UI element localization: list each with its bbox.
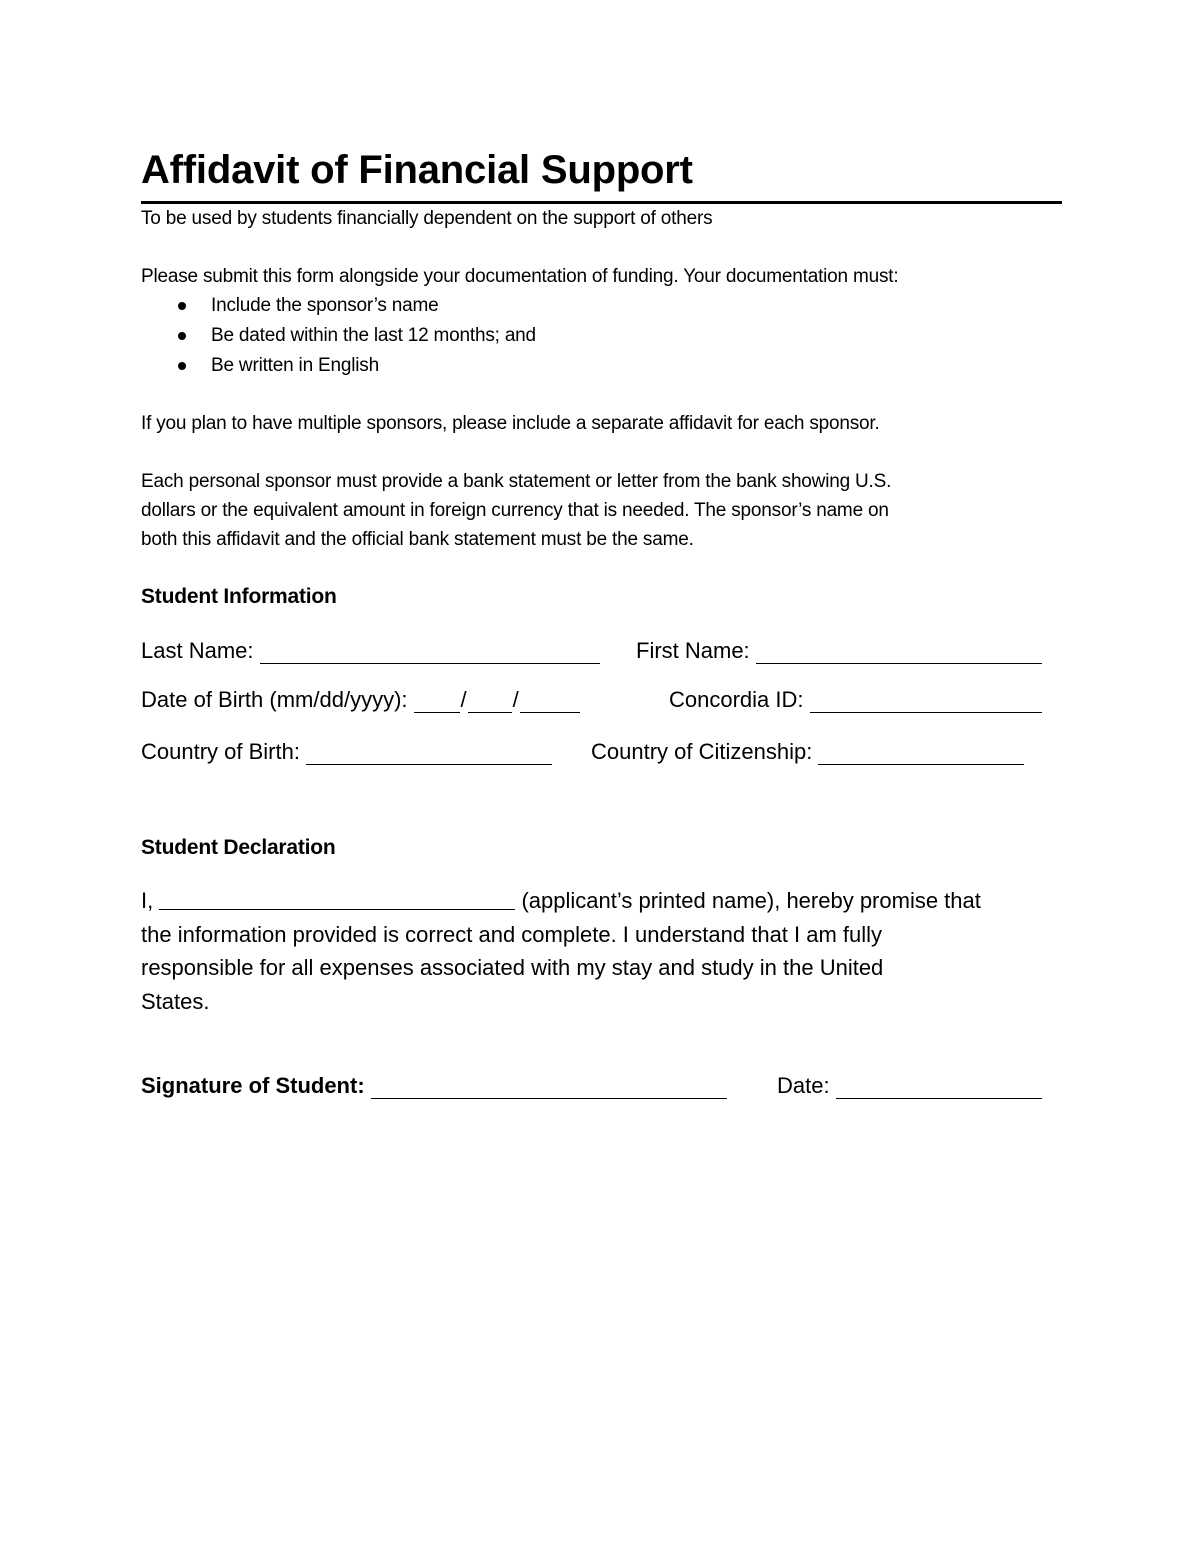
requirements-list (141, 291, 536, 381)
date-field-group (777, 1069, 1042, 1099)
requirement-text: Be written in English (211, 355, 379, 376)
bank-statement-note (141, 467, 891, 554)
dob-separator: / (512, 687, 519, 712)
signature-label: Signature of Student: (141, 1073, 365, 1098)
requirement-item (141, 321, 536, 351)
bullet-icon (178, 362, 186, 370)
bank-statement-line: both this affidavit and the official bank statement must be the same. (141, 529, 694, 550)
dob-month-input[interactable] (414, 690, 460, 713)
date-input[interactable] (836, 1076, 1042, 1099)
first-name-input[interactable] (756, 641, 1042, 664)
page-subtitle: To be used by students financially dependent on the support of others (141, 208, 713, 229)
signature-input[interactable] (371, 1076, 727, 1099)
declaration-line: the information provided is correct and complete. I understand that I am fully (141, 921, 883, 947)
country-of-birth-label: Country of Birth: (141, 739, 300, 764)
last-name-label: Last Name: (141, 638, 254, 663)
requirement-text: Include the sponsor’s name (211, 295, 439, 316)
name-row (141, 634, 1062, 664)
title-divider (141, 201, 1062, 204)
bullet-icon (178, 332, 186, 340)
requirement-item (141, 351, 536, 381)
printed-name-input[interactable] (159, 887, 515, 910)
country-of-citizenship-field-group (591, 735, 1024, 765)
country-row (141, 735, 1062, 765)
date-label: Date: (777, 1073, 830, 1098)
bullet-icon (178, 302, 186, 310)
dob-field-group (141, 683, 580, 713)
concordia-id-label: Concordia ID: (669, 687, 804, 712)
bank-statement-line: Each personal sponsor must provide a bank statement or letter from the bank showing U.S. (141, 471, 892, 492)
page-title: Affidavit of Financial Support (141, 148, 693, 192)
dob-day-input[interactable] (468, 690, 512, 713)
student-declaration-heading: Student Declaration (141, 836, 336, 859)
dob-separator: / (460, 687, 467, 712)
signature-field-group (141, 1069, 727, 1099)
declaration-line: States. (141, 988, 210, 1014)
last-name-field-group (141, 634, 600, 664)
requirement-item (141, 291, 536, 321)
country-of-citizenship-input[interactable] (818, 742, 1024, 765)
bank-statement-line: dollars or the equivalent amount in foreign currency that is needed. The sponsor’s name on (141, 500, 889, 521)
last-name-input[interactable] (260, 641, 600, 664)
signature-row (141, 1069, 1062, 1099)
declaration-line: responsible for all expenses associated with my stay and study in the United (141, 955, 884, 980)
dob-year-input[interactable] (520, 690, 580, 713)
country-of-citizenship-label: Country of Citizenship: (591, 739, 813, 764)
concordia-id-field-group (669, 683, 1042, 713)
first-name-field-group (636, 634, 1042, 664)
declaration-text (141, 884, 1062, 1018)
intro-paragraph: Please submit this form alongside your documentation of funding. Your documentation must: (141, 266, 899, 287)
dob-label: Date of Birth (mm/dd/yyyy): (141, 687, 408, 712)
country-of-birth-field-group (141, 735, 552, 765)
concordia-id-input[interactable] (810, 690, 1042, 713)
multiple-sponsors-note: If you plan to have multiple sponsors, please include a separate affidavit for each sponsor. (141, 413, 880, 434)
student-information-heading: Student Information (141, 585, 337, 608)
country-of-birth-input[interactable] (306, 742, 552, 765)
requirement-text: Be dated within the last 12 months; and (211, 325, 536, 346)
dob-row (141, 683, 1062, 713)
declaration-prefix: I, (141, 888, 154, 913)
declaration-line (141, 884, 1062, 918)
first-name-label: First Name: (636, 638, 750, 663)
declaration-line1-suffix: (applicant’s printed name), hereby promise that (521, 888, 981, 913)
